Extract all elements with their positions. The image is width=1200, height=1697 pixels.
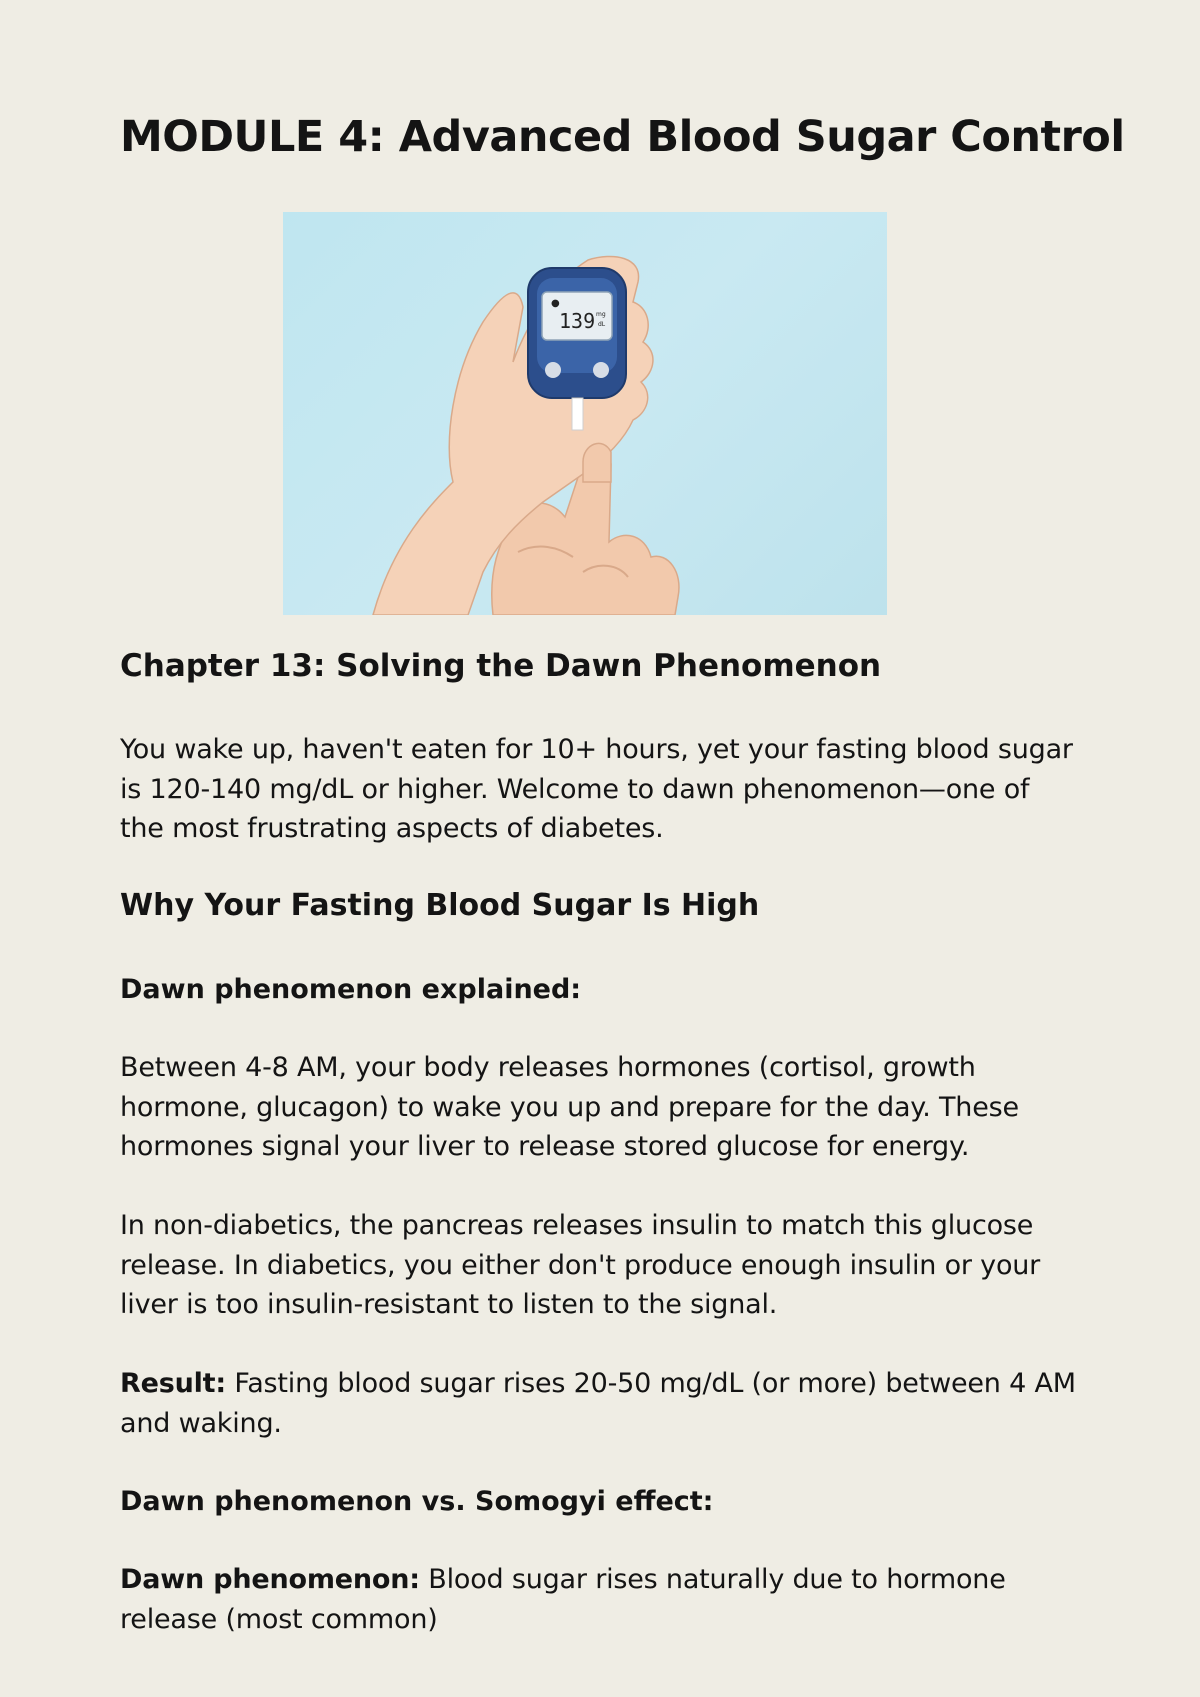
dawn-definition-label: Dawn phenomenon:: [120, 1564, 420, 1595]
module-title: MODULE 4: Advanced Blood Sugar Control: [120, 112, 1125, 162]
dawn-definition-text: Blood sugar rises naturally due to hormone release (most common): [120, 1564, 1006, 1635]
hero-image: [283, 212, 887, 615]
result-text: Fasting blood sugar rises 20-50 mg/dL (or more) between 4 AM and waking.: [120, 1368, 1076, 1439]
paragraph-hormones: Between 4-8 AM, your body releases hormones (cortisol, growth hormone, glucagon) to wake you up and prepare for the day. These hormones signal your liver to release stored glucose for energy.: [120, 1052, 1019, 1162]
result-paragraph: [120, 1364, 1080, 1443]
result-label: Result:: [120, 1368, 226, 1399]
subheading-explained: Dawn phenomenon explained:: [120, 974, 582, 1005]
svg-text:●: ●: [551, 298, 560, 309]
section-heading: Why Your Fasting Blood Sugar Is High: [120, 888, 760, 923]
meter-left-button: [545, 362, 561, 378]
intro-paragraph: You wake up, haven't eaten for 10+ hours, yet your fasting blood sugar is 120-140 mg/dL or higher. Welcome to dawn phenomenon—one of the most frustrating aspects of diabetes.: [120, 734, 1073, 844]
svg-text:dL: dL: [598, 321, 606, 328]
svg-text:mg: mg: [596, 311, 606, 318]
meter-reading: 139: [559, 309, 596, 333]
meter-right-button: [593, 362, 609, 378]
dawn-definition: [120, 1560, 1080, 1639]
glucose-meter-illustration: [283, 212, 887, 615]
chapter-title: Chapter 13: Solving the Dawn Phenomenon: [120, 648, 882, 684]
test-strip: [572, 398, 583, 430]
paragraph-nondiabetics: In non-diabetics, the pancreas releases insulin to match this glucose release. In diabetics, you either don't produce enough insulin or your liver is too insulin-resistant to listen to the signal.: [120, 1210, 1041, 1320]
subheading-vs: Dawn phenomenon vs. Somogyi effect:: [120, 1486, 714, 1517]
